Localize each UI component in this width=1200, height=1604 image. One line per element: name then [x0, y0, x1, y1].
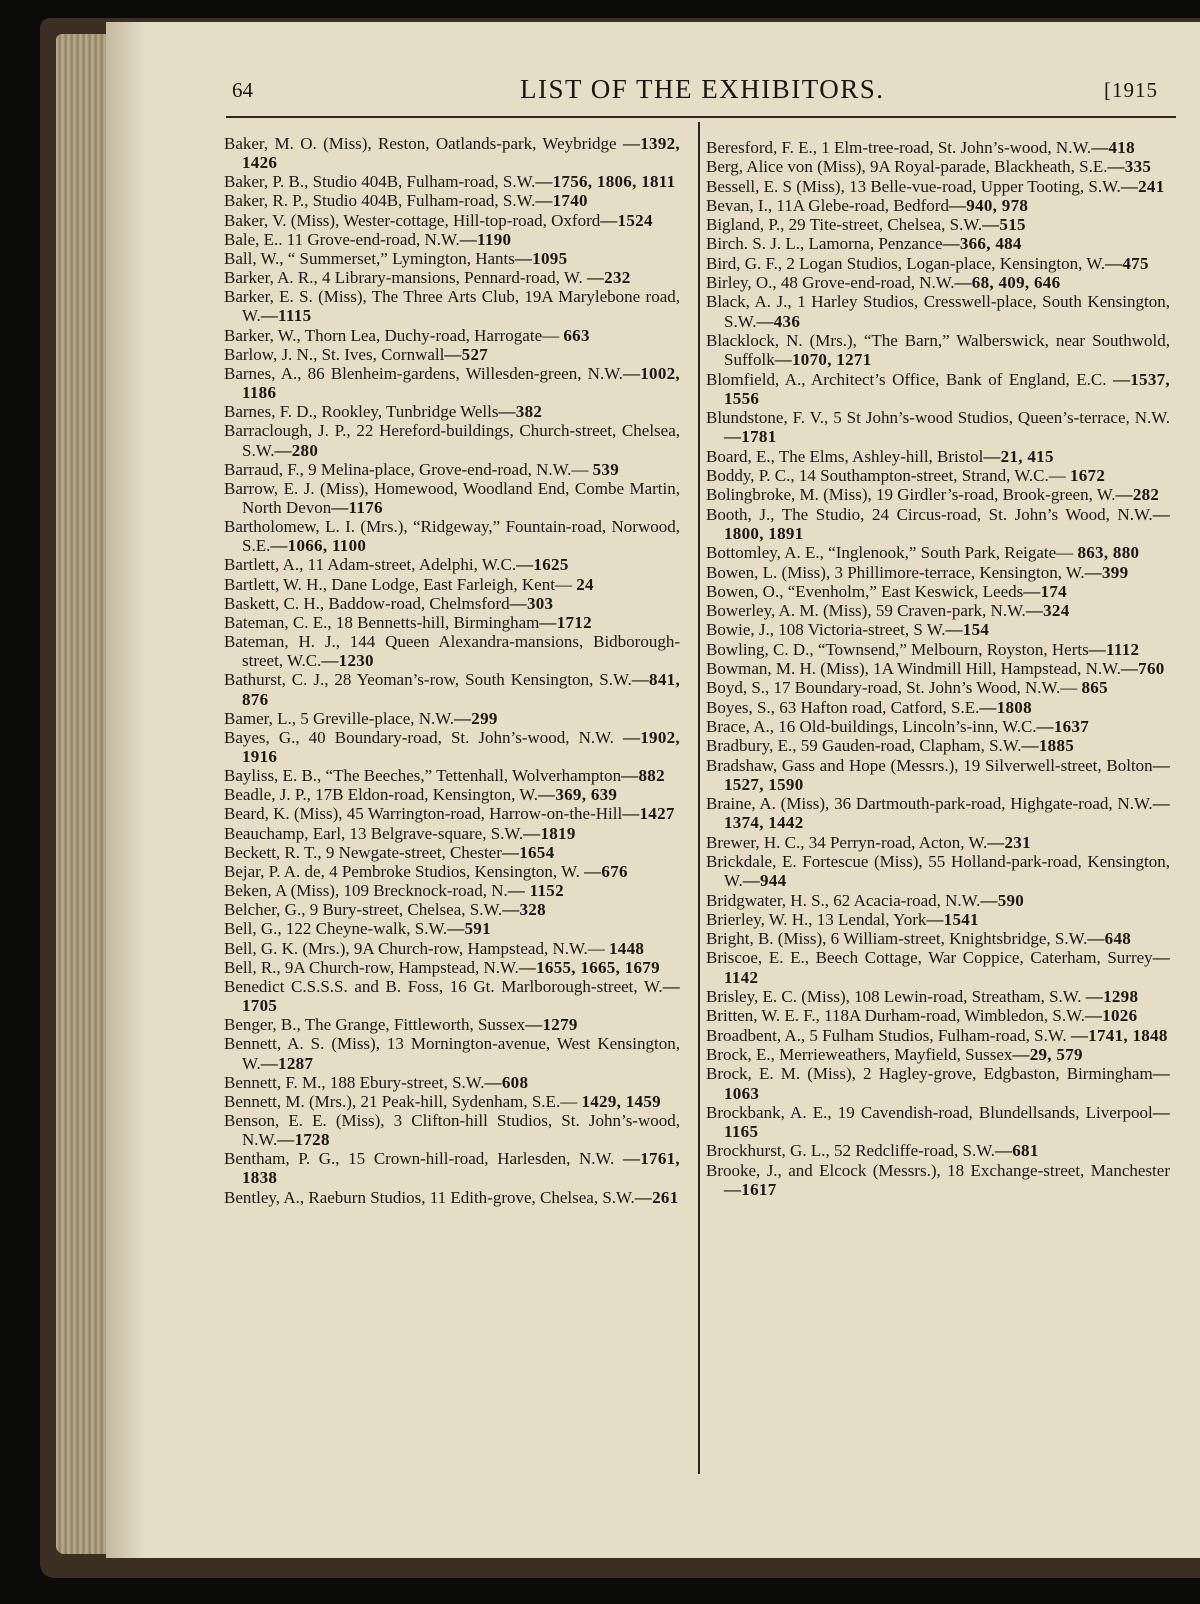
catalogue-numbers: —1298 [1085, 987, 1139, 1007]
exhibitor-entry [706, 234, 1170, 253]
exhibitor-entry [224, 1092, 680, 1111]
exhibitor-entry [224, 977, 680, 1015]
exhibitor-address: Birch. S. J. L., Lamorna, Penzance [706, 234, 943, 254]
page-number: 64 [232, 78, 253, 102]
catalogue-numbers: —399 [1084, 562, 1129, 582]
catalogue-numbers: —681 [994, 1141, 1039, 1161]
exhibitor-address: Brock, E., Merrieweathers, Mayfield, Sussex [706, 1044, 1013, 1064]
exhibitor-entry [706, 736, 1170, 755]
catalogue-numbers: —515 [982, 215, 1026, 235]
catalogue-numbers: —1427 [622, 804, 675, 824]
exhibitor-entry [224, 785, 680, 804]
exhibitor-address: Bell, G., 122 Cheyne-walk, S.W. [224, 919, 448, 939]
exhibitor-entry [706, 659, 1170, 678]
exhibitor-address: Bowerley, A. M. (Miss), 59 Craven-park, N.W. [706, 601, 1026, 621]
exhibitor-entry [706, 794, 1170, 833]
exhibitor-entry [706, 929, 1170, 948]
exhibitor-address: Bolingbroke, M. (Miss), 19 Girdler’s-road, Brook-green, W. [706, 485, 1116, 505]
header-rule [226, 116, 1176, 118]
exhibitor-address: Brickdale, E. Fortescue (Miss), 55 Holland-park-road, Kensington, W. [706, 851, 1170, 891]
exhibitor-address: Bright, B. (Miss), 6 William-street, Knightsbridge, S.W. [706, 929, 1088, 949]
exhibitor-entry [224, 575, 680, 594]
catalogue-numbers: —335 [1107, 157, 1152, 177]
exhibitor-address: Blacklock, N. (Mrs.), “The Barn,” Walberswick, near Southwold, Suffolk [706, 330, 1170, 370]
exhibitor-address: Birley, O., 48 Grove-end-road, N.W. [706, 273, 955, 293]
exhibitor-address: Bottomley, A. E., “Inglenook,” South Park, Reigate— [706, 543, 1078, 563]
exhibitor-address: Bateman, H. J., 144 Queen Alexandra-mansions, Bidborough-street, W.C. [224, 632, 680, 671]
catalogue-numbers: —1026 [1084, 1006, 1138, 1026]
exhibitor-entry [224, 134, 680, 172]
catalogue-numbers: —882 [621, 766, 665, 786]
catalogue-numbers: —1756, 1806, 1811 [535, 172, 676, 192]
exhibitor-entry [706, 582, 1170, 601]
catalogue-numbers: —527 [444, 344, 489, 364]
exhibitor-entry [224, 1034, 680, 1072]
exhibitor-entry [224, 1073, 680, 1092]
exhibitor-address: Booth, J., The Studio, 24 Circus-road, St. John’s Wood, N.W. [706, 504, 1153, 524]
exhibitor-address: Berg, Alice von (Miss), 9A Royal-parade, Blackheath, S.E. [706, 157, 1108, 177]
exhibitor-entry [224, 172, 680, 191]
catalogue-numbers: 24 [576, 574, 594, 594]
exhibitor-entry [706, 543, 1170, 562]
catalogue-numbers: —1761, 1838 [242, 1149, 680, 1188]
catalogue-numbers: —1176 [331, 497, 383, 517]
catalogue-numbers: —232 [586, 268, 631, 288]
exhibitor-address: Benson, E. E. (Miss), 3 Clifton-hill Studios, St. John’s-wood, N.W. [224, 1110, 680, 1150]
catalogue-numbers: —676 [584, 861, 628, 881]
catalogue-numbers: —1142 [724, 948, 1170, 987]
exhibitor-address: Beckett, R. T., 9 Newgate-street, Chester [224, 842, 502, 862]
exhibitor-entry [706, 948, 1170, 987]
catalogue-numbers: —328 [502, 900, 546, 920]
catalogue-numbers: —282 [1115, 485, 1160, 505]
catalogue-numbers: —1190 [459, 229, 512, 249]
catalogue-numbers: —841, 876 [242, 670, 680, 709]
exhibitor-address: Beauchamp, Earl, 13 Belgrave-square, S.W. [224, 823, 524, 843]
exhibitor-entry [706, 292, 1170, 331]
exhibitor-address: Bartlett, A., 11 Adam-street, Adelphi, W.C. [224, 555, 517, 575]
exhibitor-address: Barraclough, J. P., 22 Hereford-buildings, Church-street, Chelsea, S.W. [224, 421, 680, 460]
exhibitor-address: Bigland, P., 29 Tite-street, Chelsea, S.W. [706, 215, 983, 235]
catalogue-numbers: —944 [742, 871, 787, 891]
catalogue-numbers: 1448 [608, 938, 645, 958]
catalogue-numbers: —1524 [600, 210, 653, 230]
exhibitor-address: Bird, G. F., 2 Logan Studios, Logan-place, Kensington, W. [706, 253, 1106, 273]
exhibitor-entry [224, 1111, 680, 1149]
catalogue-numbers: —1527, 1590 [724, 755, 1170, 794]
catalogue-numbers: —1115 [260, 306, 312, 326]
exhibitor-address: Bowie, J., 108 Victoria-street, S W. [706, 620, 946, 640]
catalogue-numbers: —1808 [979, 697, 1032, 717]
exhibitor-entry [706, 891, 1170, 910]
exhibitor-entry [706, 331, 1170, 370]
exhibitor-entry [224, 230, 680, 249]
catalogue-numbers: —1617 [724, 1180, 777, 1200]
exhibitor-address: Bennett, F. M., 188 Ebury-street, S.W. [224, 1072, 485, 1092]
catalogue-numbers: —68, 409, 646 [954, 273, 1061, 293]
exhibitor-entry [224, 460, 680, 479]
right-column [706, 138, 1170, 1199]
exhibitor-entry [224, 824, 680, 843]
exhibitor-address: Baker, R. P., Studio 404B, Fulham-road, S.W. [224, 191, 536, 211]
catalogue-numbers: —1654 [501, 842, 555, 862]
exhibitor-address: Barker, E. S. (Miss), The Three Arts Club, 19A Marylebone road, W. [224, 287, 680, 326]
catalogue-numbers: —1374, 1442 [724, 794, 1170, 833]
exhibitor-address: Beresford, F. E., 1 Elm-tree-road, St. John’s-wood, N.W. [706, 138, 1092, 157]
exhibitor-entry [706, 987, 1170, 1006]
catalogue-numbers: —1279 [525, 1015, 578, 1035]
exhibitor-address: Bale, E.. 11 Grove-end-road, N.W. [224, 229, 460, 249]
catalogue-numbers: —1066, 1100 [270, 536, 367, 556]
catalogue-numbers: —590 [980, 890, 1025, 910]
exhibitor-address: Brockbank, A. E., 19 Cavendish-road, Blundellsands, Liverpool [706, 1102, 1153, 1122]
exhibitor-entry [224, 709, 680, 728]
exhibitor-address: Brooke, J., and Elcock (Messrs.), 18 Exchange-street, Manchester [706, 1160, 1170, 1180]
catalogue-numbers: —231 [987, 832, 1031, 852]
exhibitor-entry [224, 804, 680, 823]
exhibitor-entry [706, 601, 1170, 620]
catalogue-numbers: —1637 [1036, 716, 1090, 736]
exhibitor-address: Barker, A. R., 4 Library-mansions, Pennard-road, W. [224, 268, 587, 288]
catalogue-numbers: 1429, 1459 [581, 1091, 661, 1111]
exhibitor-address: Bridgwater, H. S., 62 Acacia-road, N.W. [706, 890, 981, 910]
exhibitor-address: Benger, B., The Grange, Fittleworth, Sussex [224, 1015, 526, 1035]
exhibitor-address: Bartlett, W. H., Dane Lodge, East Farleigh, Kent— [224, 574, 577, 594]
catalogue-numbers: 863, 880 [1077, 543, 1140, 563]
exhibitor-entry [706, 138, 1170, 157]
catalogue-numbers: —1740 [535, 191, 588, 211]
exhibitor-entry [706, 1161, 1170, 1200]
column-divider [698, 122, 700, 1474]
catalogue-numbers: —1287 [260, 1053, 314, 1073]
exhibitor-entry [224, 728, 680, 766]
catalogue-numbers: —1819 [523, 823, 576, 843]
catalogue-numbers: —436 [756, 311, 801, 331]
left-column [224, 134, 680, 1207]
catalogue-numbers: —369, 639 [538, 785, 618, 805]
exhibitor-entry [224, 939, 680, 958]
exhibitor-entry [706, 485, 1170, 504]
exhibitor-entry [224, 613, 680, 632]
catalogue-numbers: —940, 978 [948, 195, 1029, 215]
catalogue-numbers: —299 [454, 708, 498, 728]
exhibitor-address: Baker, M. O. (Miss), Reston, Oatlands-park, Weybridge [224, 134, 623, 153]
exhibitor-entry [706, 678, 1170, 697]
exhibitor-address: Bowman, M. H. (Miss), 1A Windmill Hill, Hampstead, N.W. [706, 659, 1121, 679]
catalogue-numbers: —1712 [539, 612, 592, 632]
exhibitor-entry [224, 345, 680, 364]
exhibitor-entry [706, 157, 1170, 176]
exhibitor-address: Boyd, S., 17 Boundary-road, St. John’s Wood, N.W.— [706, 678, 1082, 698]
exhibitor-address: Blomfield, A., Architect’s Office, Bank of England, E.C. [706, 369, 1113, 389]
exhibitor-address: Board, E., The Elms, Ashley-hill, Bristol [706, 446, 984, 466]
catalogue-numbers: —382 [498, 402, 543, 422]
catalogue-numbers: —1070, 1271 [774, 350, 872, 370]
page-year: [1915 [1104, 78, 1158, 102]
exhibitor-entry [706, 833, 1170, 852]
catalogue-numbers: —1392, 1426 [242, 134, 680, 173]
exhibitor-address: Beard, K. (Miss), 45 Warrington-road, Harrow-on-the-Hill [224, 804, 623, 824]
catalogue-numbers: —154 [945, 620, 990, 640]
page-header [0, 74, 1200, 114]
exhibitor-address: Bayliss, E. B., “The Beeches,” Tettenhall, Wolverhampton [224, 766, 622, 786]
catalogue-numbers: —1537, 1556 [724, 369, 1170, 408]
catalogue-numbers: 663 [563, 325, 590, 345]
exhibitor-entry [706, 1103, 1170, 1142]
exhibitor-entry [706, 852, 1170, 891]
exhibitor-address: Britten, W. E. F., 118A Durham-road, Wimbledon, S.W. [706, 1006, 1085, 1026]
exhibitor-entry [706, 215, 1170, 234]
exhibitor-address: Bentley, A., Raeburn Studios, 11 Edith-grove, Chelsea, S.W. [224, 1187, 635, 1207]
exhibitor-entry [224, 555, 680, 574]
exhibitor-entry [224, 881, 680, 900]
exhibitor-entry [706, 370, 1170, 409]
exhibitor-address: Barker, W., Thorn Lea, Duchy-road, Harrogate— [224, 325, 564, 345]
catalogue-numbers: —303 [509, 593, 554, 613]
exhibitor-address: Blundstone, F. V., 5 St John’s-wood Studios, Queen’s-terrace, N.W. [706, 408, 1170, 428]
exhibitor-entry [224, 402, 680, 421]
catalogue-numbers: —21, 415 [983, 446, 1054, 466]
exhibitor-entry [706, 466, 1170, 485]
exhibitor-entry [224, 268, 680, 287]
exhibitor-entry [706, 620, 1170, 639]
exhibitor-address: Broadbent, A., 5 Fulham Studios, Fulham-road, S.W. [706, 1025, 1071, 1045]
exhibitor-address: Brierley, W. H., 13 Lendal, York [706, 909, 927, 929]
exhibitor-entry [224, 1015, 680, 1034]
catalogue-numbers: —648 [1087, 929, 1132, 949]
exhibitor-entry [706, 910, 1170, 929]
exhibitor-entry [706, 640, 1170, 659]
exhibitor-address: Barnes, F. D., Rookley, Tunbridge Wells [224, 402, 499, 422]
exhibitor-entry [224, 249, 680, 268]
exhibitor-address: Bentham, P. G., 15 Crown-hill-road, Harlesden, N.W. [224, 1149, 623, 1169]
exhibitor-address: Bennett, M. (Mrs.), 21 Peak-hill, Sydenham, S.E.— [224, 1091, 582, 1111]
catalogue-numbers: —608 [484, 1072, 529, 1092]
exhibitor-address: Barlow, J. N., St. Ives, Cornwall [224, 344, 445, 364]
exhibitor-address: Bowling, C. D., “Townsend,” Melbourn, Royston, Herts [706, 639, 1089, 659]
exhibitor-entry [224, 632, 680, 670]
exhibitor-address: Ball, W., “ Summerset,” Lymington, Hants [224, 248, 515, 268]
exhibitor-entry [224, 843, 680, 862]
catalogue-numbers: —1063 [724, 1064, 1170, 1103]
exhibitor-address: Bathurst, C. J., 28 Yeoman’s-row, South Kensington, S.W. [224, 670, 632, 690]
catalogue-numbers: —418 [1091, 138, 1135, 157]
exhibitor-address: Bateman, C. E., 18 Bennetts-hill, Birmingham [224, 612, 540, 632]
catalogue-numbers: —29, 579 [1012, 1044, 1083, 1064]
exhibitor-address: Brewer, H. C., 34 Perryn-road, Acton, W. [706, 832, 988, 852]
exhibitor-address: Briscoe, E. E., Beech Cottage, War Coppice, Caterham, Surrey [706, 948, 1153, 968]
exhibitor-address: Brisley, E. C. (Miss), 108 Lewin-road, Streatham, S.W. [706, 987, 1086, 1007]
exhibitor-address: Bayes, G., 40 Boundary-road, St. John’s-wood, N.W. [224, 727, 623, 747]
exhibitor-entry [706, 254, 1170, 273]
exhibitor-address: Bell, G. K. (Mrs.), 9A Church-row, Hampstead, N.W.— [224, 938, 609, 958]
exhibitor-address: Bradshaw, Gass and Hope (Messrs.), 19 Silverwell-street, Bolton [706, 755, 1153, 775]
exhibitor-address: Beken, A (Miss), 109 Brecknock-road, N. [224, 881, 508, 901]
exhibitor-entry [706, 563, 1170, 582]
catalogue-numbers: —1902, 1916 [242, 727, 680, 766]
exhibitor-address: Bartholomew, L. I. (Mrs.), “Ridgeway,” Fountain-road, Norwood, S.E. [224, 517, 680, 556]
catalogue-numbers: —1002, 1186 [242, 363, 680, 403]
catalogue-numbers: —324 [1025, 601, 1070, 621]
catalogue-numbers: 539 [592, 459, 619, 479]
exhibitor-entry [224, 421, 680, 459]
exhibitor-address: Baker, V. (Miss), Wester-cottage, Hill-top-road, Oxford [224, 210, 601, 230]
exhibitor-entry [224, 326, 680, 345]
exhibitor-entry [706, 717, 1170, 736]
catalogue-numbers: —1741, 1848 [1070, 1025, 1168, 1045]
catalogue-numbers: —1655, 1665, 1679 [518, 957, 660, 977]
exhibitor-entry [224, 287, 680, 325]
catalogue-numbers: —1165 [724, 1102, 1170, 1142]
exhibitor-entry [224, 517, 680, 555]
catalogue-numbers: —1800, 1891 [724, 504, 1170, 543]
exhibitor-entry [224, 919, 680, 938]
catalogue-numbers: —1705 [242, 976, 680, 1016]
exhibitor-address: Brock, E. M. (Miss), 2 Hagley-grove, Edgbaston, Birmingham [706, 1064, 1153, 1084]
exhibitor-address: Baker, P. B., Studio 404B, Fulham-road, S.W. [224, 172, 536, 192]
exhibitor-address: Boddy, P. C., 14 Southampton-street, Strand, W.C.— [706, 466, 1070, 486]
exhibitor-address: Brockhurst, G. L., 52 Redcliffe-road, S.W. [706, 1141, 995, 1161]
exhibitor-address: Bell, R., 9A Church-row, Hampstead, N.W. [224, 957, 519, 977]
exhibitor-entry [224, 958, 680, 977]
exhibitor-entry [224, 594, 680, 613]
exhibitor-address: Benedict C.S.S.S. and B. Foss, 16 Gt. Marlborough-street, W. [224, 976, 663, 996]
catalogue-numbers: —1230 [321, 651, 374, 671]
exhibitor-address: Bradbury, E., 59 Gauden-road, Clapham, S.W. [706, 736, 1022, 756]
catalogue-numbers: —591 [447, 919, 491, 939]
exhibitor-entry [706, 698, 1170, 717]
exhibitor-address: Bennett, A. S. (Miss), 13 Mornington-avenue, West Kensington, W. [224, 1034, 680, 1073]
exhibitor-entry [706, 505, 1170, 544]
exhibitor-entry [706, 273, 1170, 292]
catalogue-numbers: —1625 [516, 555, 569, 575]
exhibitor-entry [706, 756, 1170, 795]
exhibitor-entry [224, 862, 680, 881]
catalogue-numbers: —475 [1105, 253, 1149, 273]
exhibitor-address: Belcher, G., 9 Bury-street, Chelsea, S.W. [224, 900, 503, 920]
exhibitor-address: Beadle, J. P., 17B Eldon-road, Kensington, W. [224, 785, 539, 805]
catalogue-numbers: —261 [634, 1187, 679, 1207]
catalogue-numbers: —1112 [1088, 639, 1140, 659]
exhibitor-address: Barnes, A., 86 Blenheim-gardens, Willesden-green, N.W. [224, 363, 623, 383]
exhibitor-entry [224, 211, 680, 230]
exhibitor-entry [224, 191, 680, 210]
catalogue-numbers: —241 [1120, 176, 1165, 196]
exhibitor-entry [706, 408, 1170, 447]
catalogue-numbers: —1781 [724, 427, 777, 447]
page-title: LIST OF THE EXHIBITORS. [520, 74, 885, 104]
exhibitor-entry [224, 1188, 680, 1207]
catalogue-numbers: —174 [1023, 581, 1067, 601]
exhibitor-entry [224, 479, 680, 517]
exhibitor-entry [224, 1149, 680, 1187]
exhibitor-address: Bessell, E. S (Miss), 13 Belle-vue-road, Upper Tooting, S.W. [706, 176, 1121, 196]
catalogue-numbers: —1728 [277, 1130, 330, 1150]
catalogue-numbers: —1095 [514, 248, 568, 268]
exhibitor-entry [706, 1141, 1170, 1160]
catalogue-numbers: 1672 [1069, 466, 1106, 486]
exhibitor-address: Bamer, L., 5 Greville-place, N.W. [224, 708, 454, 728]
catalogue-numbers: —1885 [1021, 736, 1075, 756]
exhibitor-entry [224, 364, 680, 402]
catalogue-numbers: —366, 484 [942, 234, 1022, 254]
exhibitor-address: Braine, A. (Miss), 36 Dartmouth-park-road, Highgate-road, N.W. [706, 794, 1153, 814]
exhibitor-entry [224, 900, 680, 919]
exhibitor-entry [706, 1045, 1170, 1064]
exhibitor-address: Barraud, F., 9 Melina-place, Grove-end-road, N.W.— [224, 459, 593, 479]
catalogue-numbers: —280 [274, 440, 319, 460]
catalogue-numbers: 865 [1081, 678, 1108, 698]
exhibitor-entry [224, 670, 680, 708]
exhibitor-entry [706, 1064, 1170, 1103]
exhibitor-entry [706, 177, 1170, 196]
exhibitor-address: Black, A. J., 1 Harley Studios, Cresswell-place, South Kensington, S.W. [706, 292, 1170, 331]
exhibitor-entry [224, 766, 680, 785]
exhibitor-address: Boyes, S., 63 Hafton road, Catford, S.E. [706, 697, 980, 717]
exhibitor-address: Bowen, O., “Evenholm,” East Keswick, Leeds [706, 581, 1024, 601]
exhibitor-address: Bowen, L. (Miss), 3 Phillimore-terrace, Kensington, W. [706, 562, 1085, 582]
exhibitor-entry [706, 1006, 1170, 1025]
catalogue-numbers: —1541 [926, 909, 979, 929]
catalogue-numbers: — 1152 [507, 881, 564, 901]
exhibitor-address: Barrow, E. J. (Miss), Homewood, Woodland End, Combe Martin, North Devon [224, 478, 680, 517]
exhibitor-address: Bevan, I., 11A Glebe-road, Bedford [706, 195, 949, 215]
exhibitor-address: Bejar, P. A. de, 4 Pembroke Studios, Kensington, W. [224, 861, 585, 881]
exhibitor-entry [706, 1026, 1170, 1045]
exhibitor-entry [706, 447, 1170, 466]
exhibitor-address: Baskett, C. H., Baddow-road, Chelmsford [224, 593, 510, 613]
catalogue-numbers: —760 [1120, 659, 1165, 679]
exhibitor-address: Brace, A., 16 Old-buildings, Lincoln’s-inn, W.C. [706, 716, 1037, 736]
exhibitor-entry [706, 196, 1170, 215]
